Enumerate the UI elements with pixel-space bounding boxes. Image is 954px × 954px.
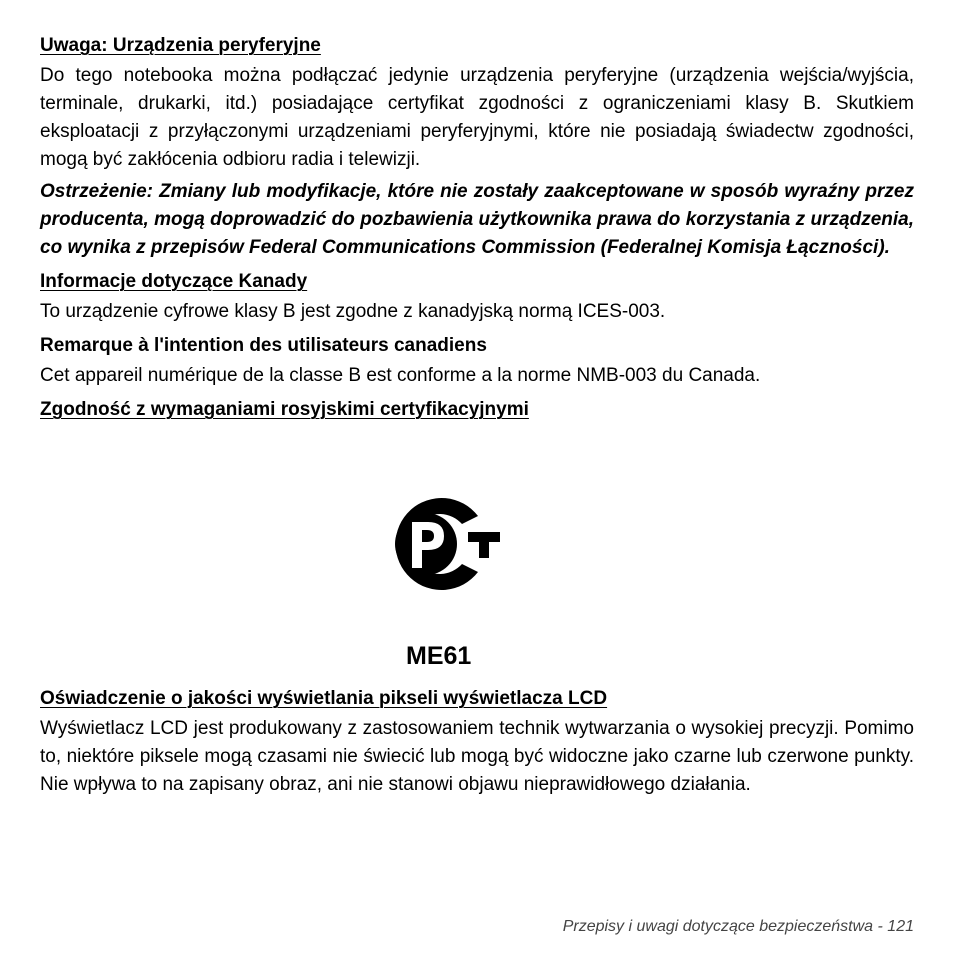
lcd-paragraph: Wyświetlacz LCD jest produkowany z zastosowaniem technik wytwarzania o wysokiej precyzji. Pomimo to, niektóre piksele mogą czasami nie świecić lub mogą być widoczne jako czarne lub czerwone punkty. Nie wpływa to na zapisany obraz, ani nie stanowi objawu nieprawidłowego działania. xyxy=(40,718,914,795)
document-page xyxy=(40,33,914,426)
canada-heading: Informacje dotyczące Kanady xyxy=(40,271,308,292)
gost-r-logo-svg xyxy=(378,494,502,594)
russia-heading: Zgodność z wymaganiami rosyjskimi certyfikacyjnymi xyxy=(40,399,529,420)
canada-fr-heading: Remarque à l'intention des utilisateurs canadiens xyxy=(40,335,487,356)
peripheral-heading: Uwaga: Urządzenia peryferyjne xyxy=(40,35,321,56)
gost-r-certification-icon xyxy=(378,494,502,594)
peripheral-paragraph: Do tego notebooka można podłączać jedynie urządzenia peryferyjne (urządzenia wejścia/wyjścia, terminale, drukarki, itd.) posiadające certyfikat zgodności z ograniczeniami klasy B. Skutkiem eksploatacji z przyłączonymi urządzeniami peryferyjnymi, które nie posiadają świadectw zgodności, mogą być zakłócenia odbioru radia i telewizji. xyxy=(40,65,914,170)
page-footer: Przepisy i uwagi dotyczące bezpieczeństwa - 121 xyxy=(562,918,914,935)
canada-paragraph: To urządzenie cyfrowe klasy B jest zgodne z kanadyjską normą ICES-003. xyxy=(40,301,666,322)
certification-code: ME61 xyxy=(406,642,472,670)
lcd-heading: Oświadczenie o jakości wyświetlania pikseli wyświetlacza LCD xyxy=(40,688,608,709)
lcd-section xyxy=(40,686,914,803)
warning-paragraph: Ostrzeżenie: Zmiany lub modyfikacje, które nie zostały zaakceptowane w sposób wyraźny przez producenta, mogą doprowadzić do pozbawienia użytkownika prawa do korzystania z urządzenia, co wynika z przepisów Federal Communications Commission (Federalnej Komisja Łączności). xyxy=(40,181,914,258)
canada-fr-paragraph: Cet appareil numérique de la classe B est conforme a la norme NMB-003 du Canada. xyxy=(40,365,761,386)
